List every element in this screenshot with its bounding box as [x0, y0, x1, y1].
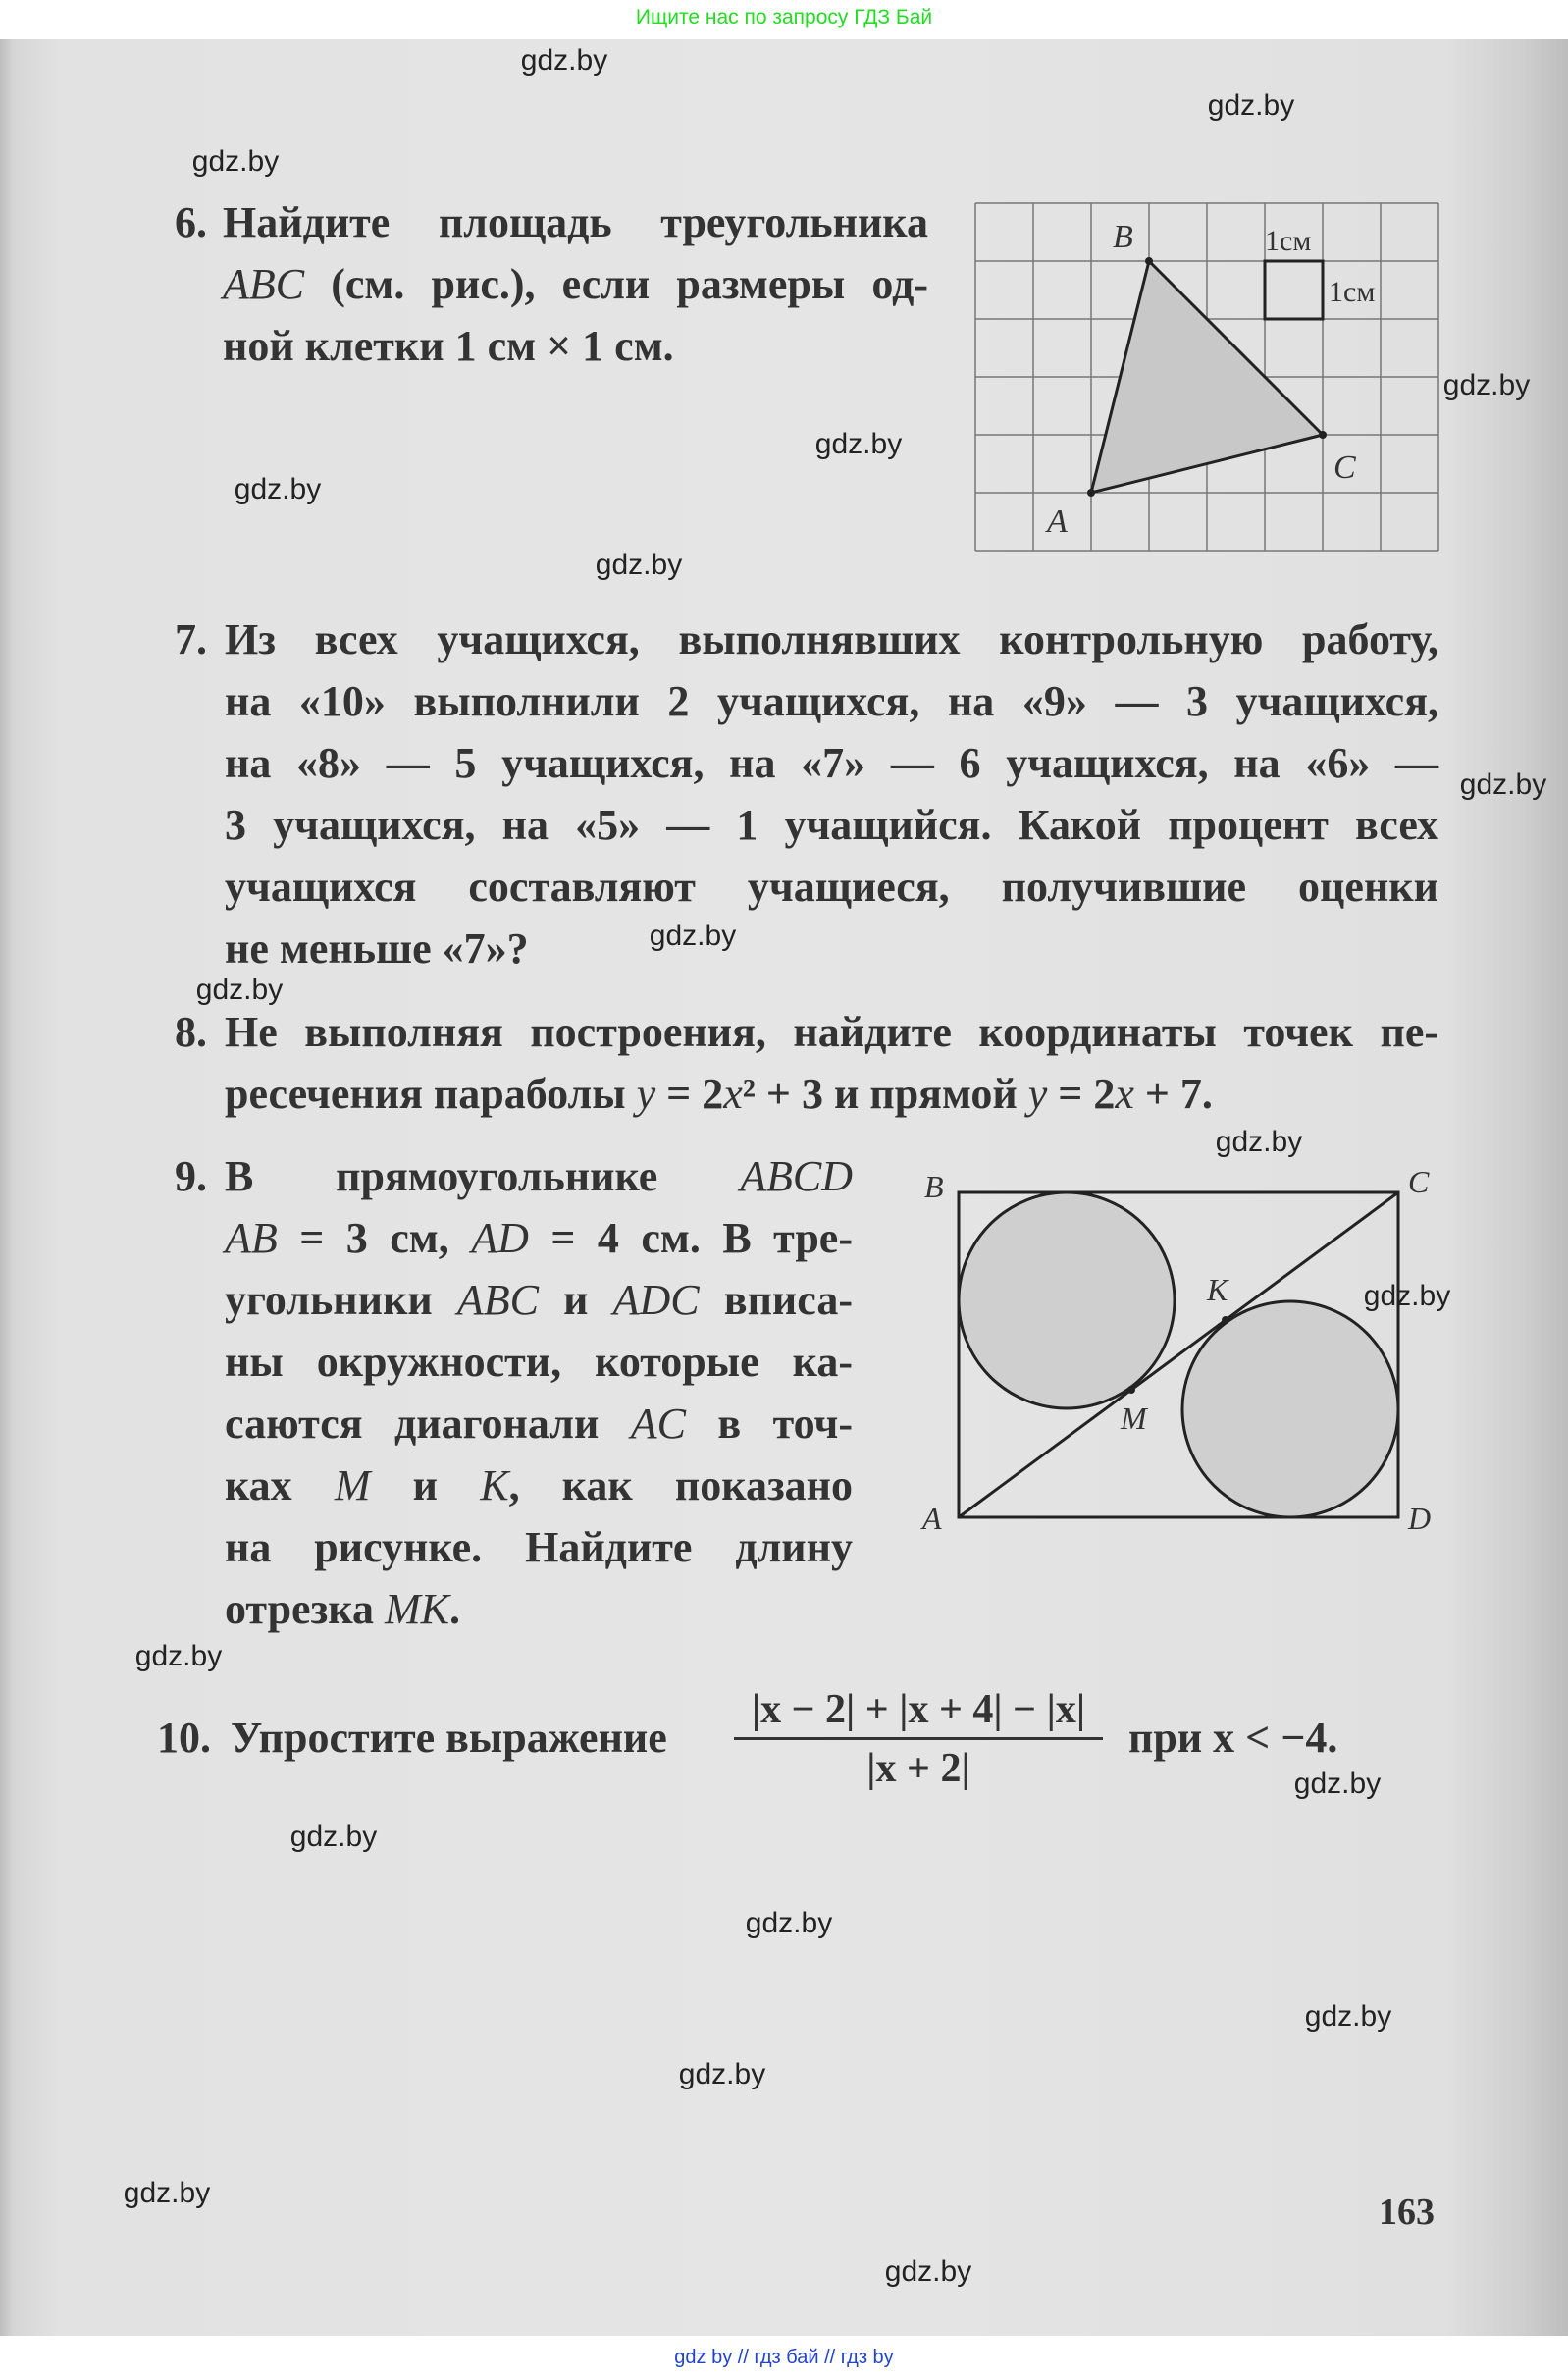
math-variable: AD — [471, 1214, 529, 1262]
problem-number: 7. — [175, 615, 207, 663]
watermark: gdz.by — [195, 974, 284, 1006]
text-segment: Не выполняя построения, найдите координаты точек пе- — [225, 1008, 1438, 1056]
watermark: gdz.by — [814, 428, 903, 460]
unit-label-top: 1см — [1265, 225, 1312, 257]
math-variable: y — [1027, 1070, 1048, 1118]
text-segment: , как показано — [508, 1461, 854, 1509]
rectangle-figure — [913, 1158, 1442, 1551]
problem-text-line — [225, 925, 529, 974]
text-segment: ках — [225, 1461, 335, 1509]
text-segment: + 7. — [1133, 1070, 1213, 1118]
problem-number: 6. — [175, 198, 207, 246]
text-segment: Из всех учащихся, выполнявших контрольную работу, — [225, 615, 1438, 663]
problem-text-line — [225, 1461, 853, 1510]
problem-text-line — [223, 260, 928, 309]
watermark: gdz.by — [745, 1907, 833, 1939]
problem-number: 9. — [175, 1152, 207, 1200]
text-segment: на рисунке. Найдите длину — [225, 1523, 853, 1571]
problem-text-line — [225, 1070, 1213, 1119]
text-segment: Упростите выражение — [231, 1714, 667, 1762]
label-k: K — [1207, 1272, 1228, 1307]
problem-number: 8. — [175, 1008, 207, 1056]
math-variable: y — [636, 1070, 656, 1118]
watermark: gdz.by — [649, 920, 737, 952]
watermark: gdz.by — [1207, 89, 1295, 122]
text-segment: 3 учащихся, на «5» — 1 учащийся. Какой процент всех — [225, 801, 1438, 849]
label-c: C — [1333, 449, 1356, 486]
problem-text-line — [225, 1214, 853, 1263]
watermark: gdz.by — [520, 44, 608, 77]
problem-text-line — [223, 322, 674, 371]
label-b: B — [924, 1169, 944, 1204]
watermark: gdz.by — [1442, 369, 1531, 401]
text-segment: Найдите площадь треугольника — [223, 198, 928, 246]
math-variable: x — [1115, 1070, 1134, 1118]
footer-links — [0, 2336, 1568, 2379]
watermark: gdz.by — [1363, 1280, 1451, 1312]
watermark: gdz.by — [1304, 2000, 1392, 2033]
problem-text-line — [225, 1523, 853, 1572]
unit-square — [1265, 261, 1323, 319]
fraction-bar — [734, 1737, 1103, 1740]
footer-text[interactable]: gdz by // гдз бай // гдз by — [674, 2347, 894, 2368]
text-segment: ной клетки 1 см × 1 см. — [223, 322, 674, 370]
page-number: 163 — [1379, 2192, 1435, 2233]
search-hint-banner — [0, 0, 1568, 39]
text-segment: в точ- — [685, 1400, 853, 1448]
search-hint-text: Ищите нас по запросу ГДЗ Бай — [635, 6, 933, 28]
text-segment: угольники — [225, 1276, 457, 1324]
text-segment: . — [448, 1585, 460, 1633]
text-segment: = 2 — [1047, 1070, 1116, 1118]
text-segment: = 2 — [655, 1070, 724, 1118]
problem-text-line — [225, 863, 1438, 912]
text-segment: вписа- — [699, 1276, 853, 1324]
watermark: gdz.by — [884, 2255, 972, 2288]
label-c: C — [1408, 1164, 1430, 1199]
text-segment: (см. рис.), если размеры од- — [304, 260, 928, 308]
watermark: gdz.by — [1293, 1768, 1382, 1800]
math-variable: MK — [384, 1585, 449, 1633]
text-segment: ны окружности, которые ка- — [225, 1338, 853, 1386]
math-variable: ABC — [223, 260, 305, 308]
problem-text-line — [225, 1338, 853, 1387]
text-segment: = 4 см. В тре- — [528, 1214, 853, 1262]
watermark: gdz.by — [1459, 768, 1547, 801]
text-segment: учащихся составляют учащиеся, получившие оценки — [225, 863, 1438, 911]
text-segment: ресечения параболы — [225, 1070, 637, 1118]
problem-text-line — [225, 615, 1438, 664]
watermark: gdz.by — [191, 145, 280, 178]
watermark: gdz.by — [123, 2177, 211, 2209]
problem-text-line — [223, 198, 928, 247]
text-segment: не меньше «7»? — [225, 925, 529, 973]
problem-text-line — [225, 739, 1438, 788]
problem-text-line — [225, 801, 1438, 850]
watermark: gdz.by — [289, 1821, 378, 1853]
text-segment: В прямоугольнике — [225, 1152, 741, 1200]
text-segment: саются диагонали — [225, 1400, 631, 1448]
problem-10-condition: при x < −4. — [1128, 1714, 1338, 1762]
incircle-adc — [1182, 1301, 1398, 1517]
label-m: M — [1121, 1401, 1147, 1436]
problem-text-line — [225, 1276, 853, 1325]
label-a: A — [922, 1501, 942, 1536]
math-variable: AC — [630, 1400, 686, 1448]
problem-number: 10. — [157, 1714, 211, 1762]
triangle-grid-figure — [962, 191, 1452, 564]
watermark: gdz.by — [678, 2058, 766, 2090]
text-segment: на «10» выполнили 2 учащихся, на «9» — 3 учащихся, — [225, 677, 1438, 725]
problem-text-line — [225, 1585, 460, 1634]
problem-text-line — [231, 1714, 667, 1763]
math-variable: AB — [225, 1214, 278, 1262]
math-variable: ADC — [612, 1276, 700, 1324]
label-a: A — [1047, 503, 1068, 540]
problem-text-line — [225, 1152, 853, 1201]
label-d: D — [1408, 1501, 1432, 1536]
watermark: gdz.by — [595, 549, 683, 581]
incircle-abc — [959, 1192, 1175, 1408]
text-segment: ² + 3 и прямой — [742, 1070, 1028, 1118]
watermark: gdz.by — [134, 1640, 223, 1672]
text-segment: на «8» — 5 учащихся, на «7» — 6 учащихся, на «6» — — [225, 739, 1438, 787]
text-segment: и — [538, 1276, 613, 1324]
label-b: B — [1113, 219, 1133, 255]
fraction-denominator: |x + 2| — [866, 1746, 970, 1791]
text-segment: = 3 см, — [277, 1214, 472, 1262]
unit-label-side: 1см — [1329, 276, 1376, 308]
problem-text-line — [225, 1008, 1438, 1057]
math-variable: M — [334, 1461, 371, 1509]
watermark: gdz.by — [234, 473, 322, 505]
problem-text-line — [225, 1400, 853, 1449]
math-variable: x — [723, 1070, 743, 1118]
math-variable: ABC — [456, 1276, 539, 1324]
math-variable: ABCD — [740, 1152, 853, 1200]
text-segment: и — [370, 1461, 481, 1509]
math-variable: K — [480, 1461, 509, 1509]
fraction-numerator: |x − 2| + |x + 4| − |x| — [751, 1687, 1086, 1732]
problem-text-line — [225, 677, 1438, 726]
watermark: gdz.by — [1215, 1126, 1303, 1158]
text-segment: отрезка — [225, 1585, 385, 1633]
